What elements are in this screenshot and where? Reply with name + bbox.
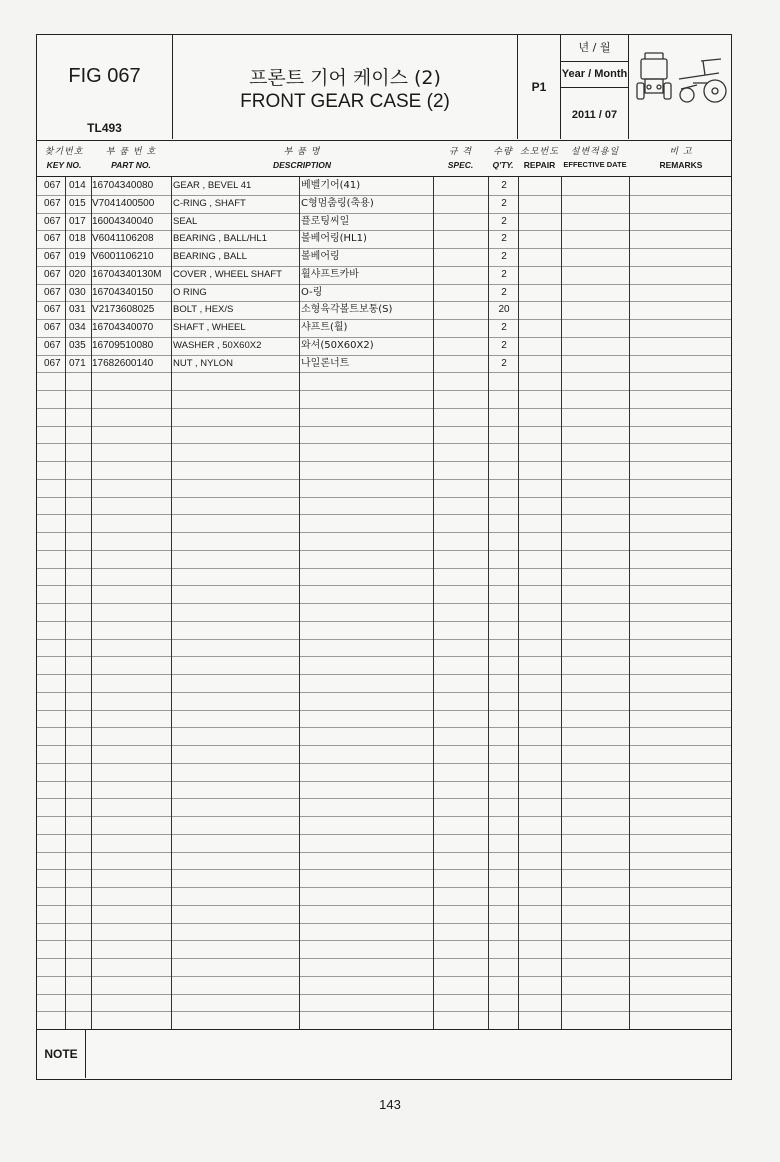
quantity: 2 — [501, 339, 507, 351]
table-row — [37, 248, 731, 266]
date-value: 2011 / 07 — [571, 109, 618, 121]
part-description: O RING — [173, 286, 207, 298]
table-row — [37, 195, 731, 213]
part-description: C-RING , SHAFT — [173, 197, 246, 209]
quantity: 2 — [501, 286, 507, 298]
col-description: 부 품 명 DESCRIPTION — [272, 147, 332, 170]
part-name-korean: 나일론너트 — [301, 357, 350, 369]
parts-list-sheet — [36, 34, 732, 1080]
quantity: 2 — [501, 197, 507, 209]
fig-code: 067 — [44, 357, 61, 369]
part-name-korean: 샤프트(휠) — [301, 322, 348, 333]
fig-code: 067 — [44, 197, 61, 209]
table-row — [37, 284, 731, 302]
table-row — [37, 177, 731, 195]
column-header-row — [37, 141, 731, 177]
part-name-korean: 소형육각볼트보통(S) — [301, 304, 393, 316]
date-label-korean: 년 / 월 — [561, 35, 628, 62]
table-row — [37, 355, 731, 373]
quantity: 2 — [501, 233, 507, 245]
table-row — [37, 337, 731, 355]
title-korean: 프론트 기어 케이스 (2) — [249, 67, 441, 89]
part-number: 16709510080 — [92, 339, 154, 351]
fig-code: 067 — [44, 233, 61, 245]
fig-code: 067 — [44, 251, 61, 262]
key-number: 014 — [69, 180, 86, 191]
key-number: 019 — [69, 251, 86, 262]
logo-cell — [629, 35, 733, 139]
quantity: 2 — [501, 215, 507, 227]
part-number: V7041400500 — [92, 197, 155, 209]
part-number: V2173608025 — [92, 304, 155, 316]
sheet-header — [37, 35, 731, 141]
parts-table — [37, 177, 731, 1029]
part-description: COVER , WHEEL SHAFT — [173, 268, 282, 280]
key-number: 015 — [69, 197, 86, 209]
date-cell — [561, 35, 629, 139]
fig-code: 067 — [44, 339, 61, 351]
table-row — [37, 230, 731, 248]
part-description: GEAR , BEVEL 41 — [173, 180, 252, 191]
fig-code: 067 — [44, 304, 61, 316]
part-name-korean: 와셔(50X60X2) — [301, 339, 374, 351]
title-english: FRONT GEAR CASE (2) — [240, 91, 450, 112]
quantity: 2 — [501, 357, 507, 369]
part-name-korean: 휠샤프트카바 — [301, 268, 359, 280]
part-name-korean: 플로팅씨일 — [301, 215, 350, 227]
fig-code: 067 — [44, 286, 61, 298]
tractor-icon — [635, 49, 727, 125]
page-code: P1 — [531, 80, 547, 94]
part-description: BEARING , BALL — [173, 251, 247, 262]
col-qty: 수량 Q'TY. — [492, 147, 514, 170]
col-spec: 규 격 SPEC. — [447, 147, 474, 170]
note-label: NOTE — [37, 1030, 86, 1078]
table-row — [37, 301, 731, 319]
fig-code: 067 — [44, 322, 61, 333]
part-description: BOLT , HEX/S — [173, 304, 234, 316]
part-number: V6001106210 — [92, 251, 154, 262]
part-description: NUT , NYLON — [173, 357, 234, 369]
key-number: 018 — [69, 233, 86, 245]
quantity: 2 — [501, 251, 507, 262]
col-effective-date: 설변적용일 EFFECTIVE DATE — [563, 147, 627, 169]
key-number: 035 — [69, 339, 86, 351]
table-row — [37, 266, 731, 284]
part-number: V6041106208 — [92, 233, 154, 245]
fig-code: 067 — [44, 268, 61, 280]
part-number: 16704340080 — [92, 180, 154, 191]
part-number: 17682600140 — [92, 357, 154, 369]
quantity: 2 — [501, 268, 507, 280]
part-description: BEARING , BALL/HL1 — [173, 233, 267, 245]
col-repair: 소모번도 REPAIR — [520, 147, 559, 170]
part-name-korean: 볼베어링(HL1) — [301, 233, 367, 245]
col-key: 찾기번호 KEY NO. — [44, 147, 84, 170]
fig-number: FIG 067 — [68, 65, 141, 87]
part-name-korean: 볼베어링 — [301, 251, 340, 262]
part-name-korean: O-링 — [301, 286, 323, 298]
quantity: 2 — [501, 322, 507, 333]
part-number: 16704340070 — [92, 322, 154, 333]
table-row — [37, 319, 731, 337]
table-row — [37, 213, 731, 231]
col-remarks: 비 고 REMARKS — [659, 147, 703, 170]
fig-code: 067 — [44, 180, 61, 191]
title-cell — [173, 35, 518, 139]
quantity: 20 — [498, 304, 510, 316]
fig-cell — [37, 35, 173, 139]
part-number: 16704340150 — [92, 286, 154, 298]
key-number: 017 — [69, 215, 86, 227]
key-number: 030 — [69, 286, 86, 298]
model-code: TL493 — [87, 121, 122, 135]
key-number: 031 — [69, 304, 86, 316]
key-number: 020 — [69, 268, 86, 280]
quantity: 2 — [501, 180, 507, 191]
part-description: SHAFT , WHEEL — [173, 322, 246, 333]
part-description: WASHER , 50X60X2 — [173, 339, 262, 351]
part-number: 16704340130M — [92, 268, 162, 280]
part-number: 16004340040 — [92, 215, 154, 227]
key-number: 034 — [69, 322, 86, 333]
page-code-cell — [518, 35, 561, 139]
col-part-no: 부 품 번 호 PART NO. — [105, 147, 157, 170]
note-section — [37, 1029, 731, 1079]
date-label-english: Year / Month — [561, 61, 628, 88]
page-number: 143 — [379, 1097, 401, 1112]
key-number: 071 — [69, 357, 86, 369]
part-name-korean: 베벨기어(41) — [301, 180, 361, 191]
part-description: SEAL — [173, 215, 198, 227]
fig-code: 067 — [44, 215, 61, 227]
part-name-korean: C형멈춤링(축용) — [301, 197, 374, 209]
